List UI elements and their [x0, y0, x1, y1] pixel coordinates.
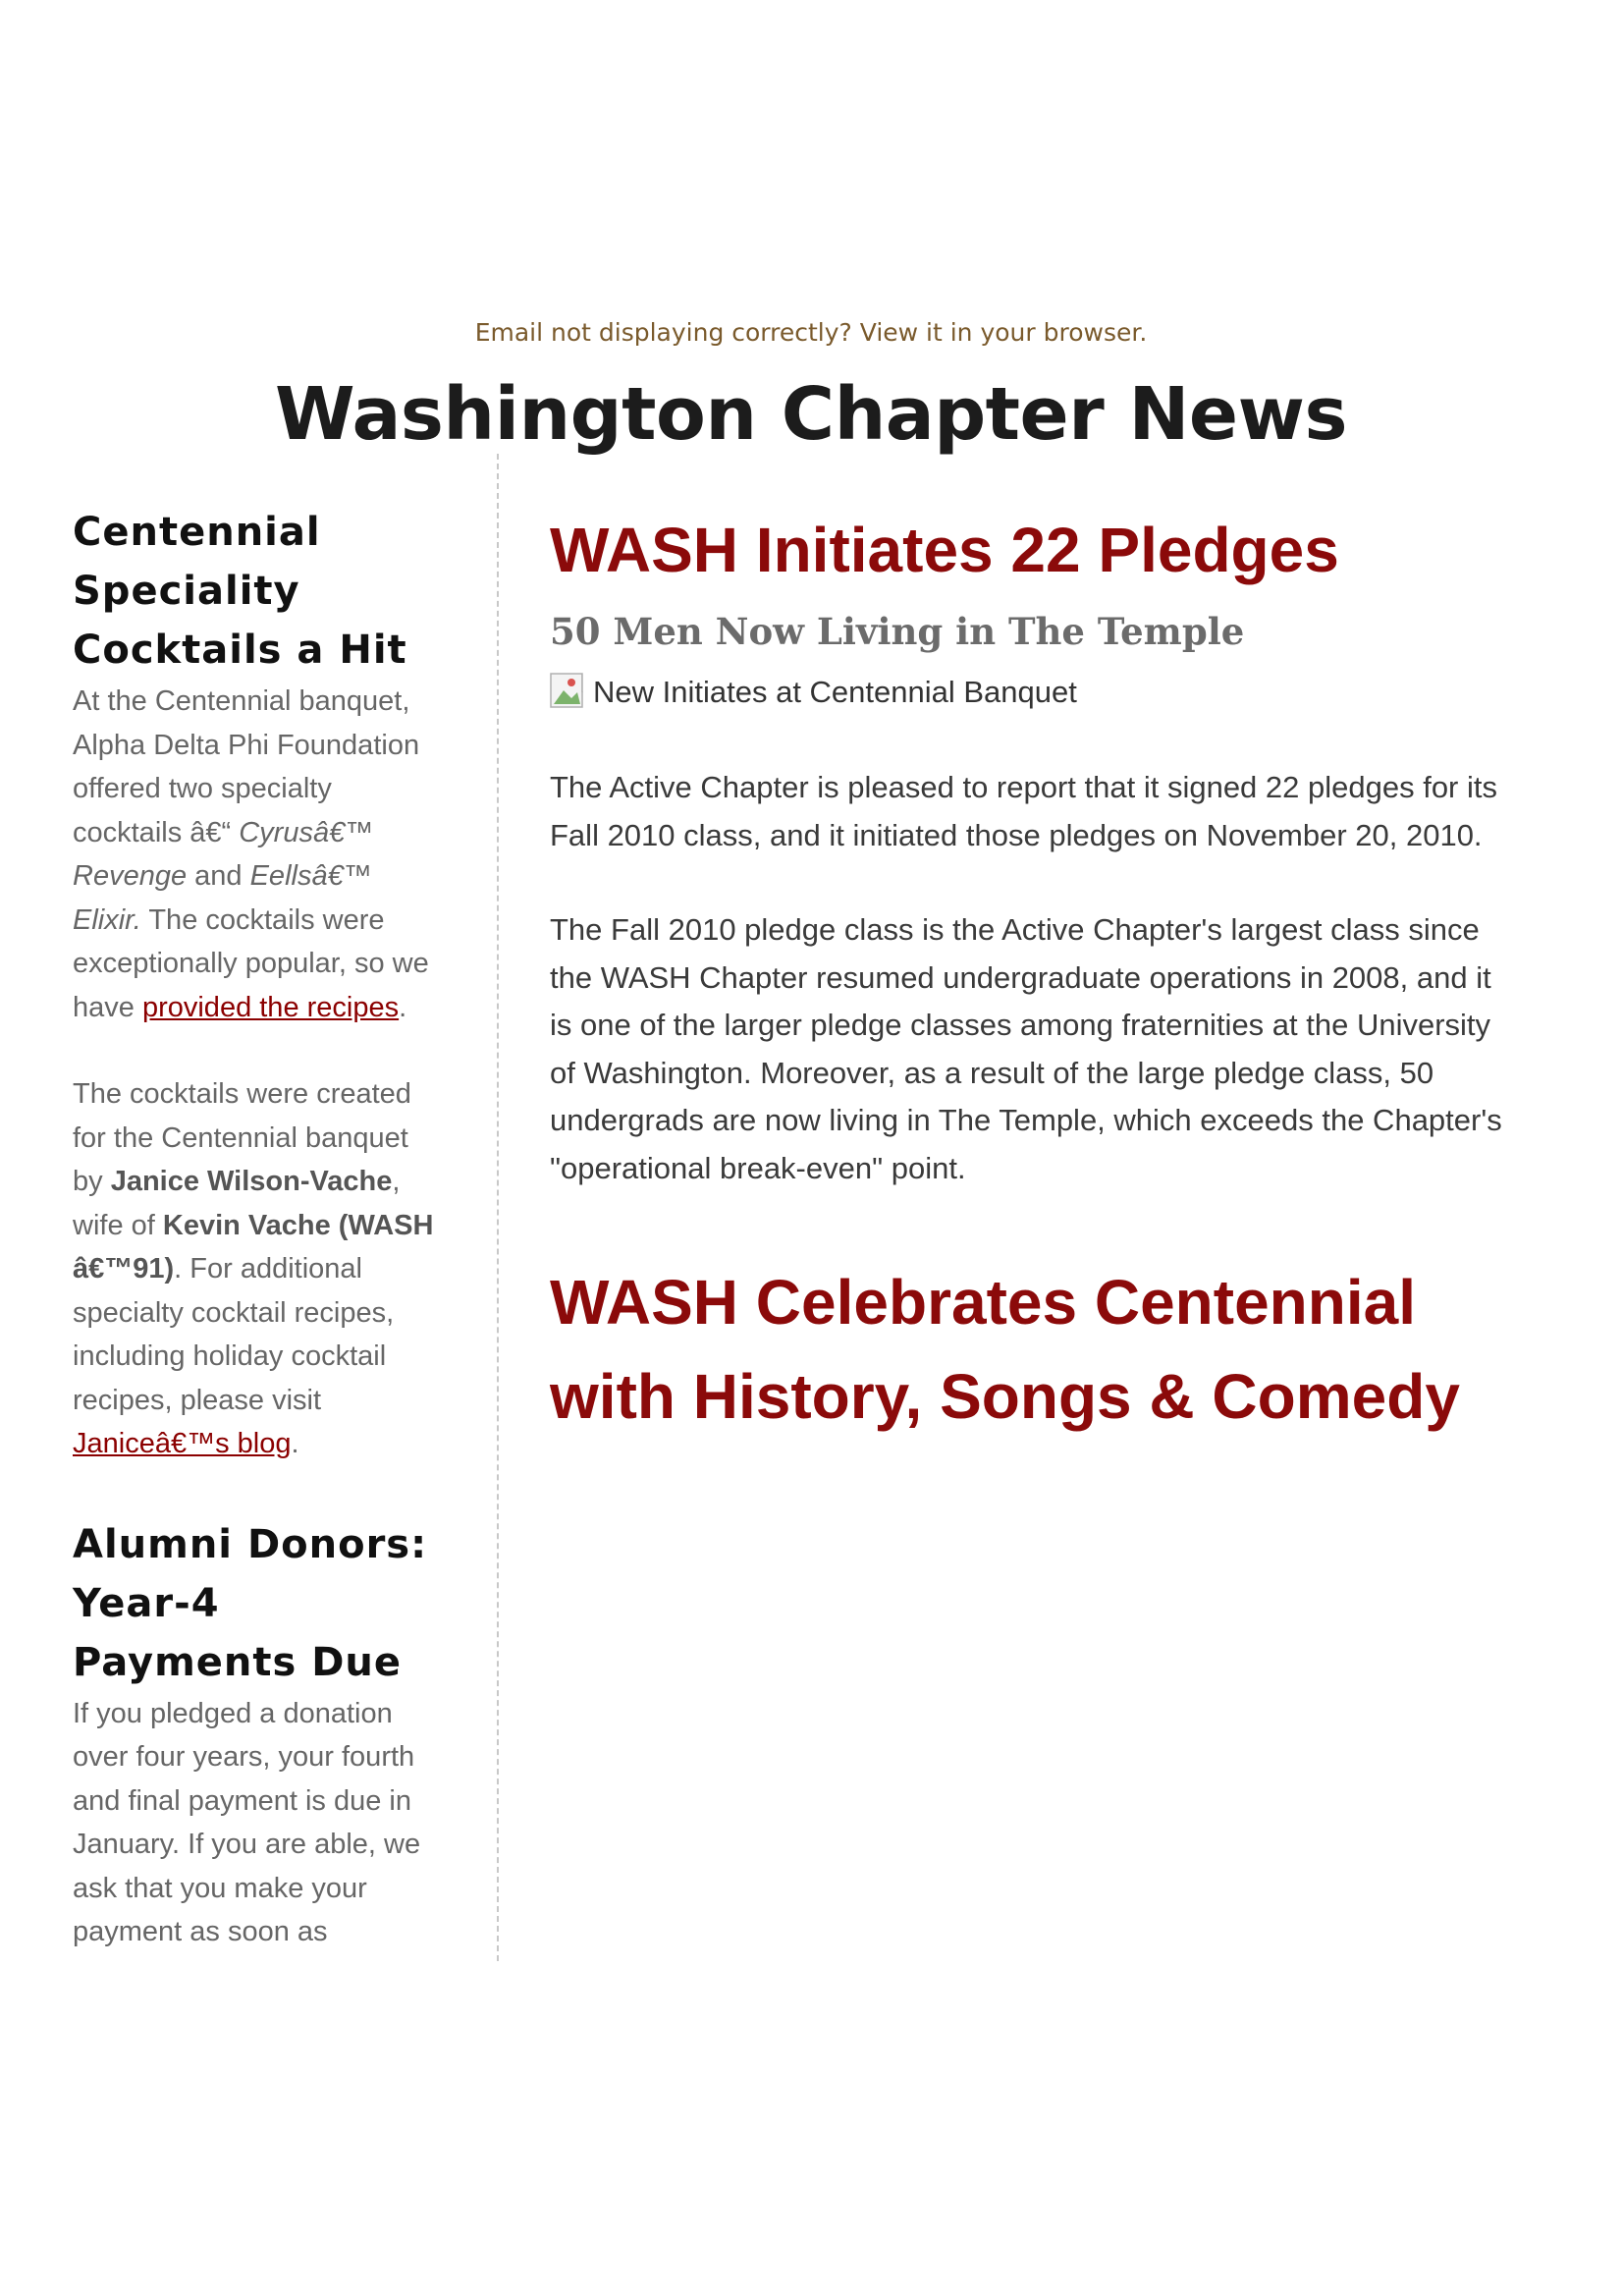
text-fragment: .	[291, 1428, 299, 1459]
image-alt-text: New Initiates at Centennial Banquet	[593, 675, 1077, 709]
text-line: At the Centennial banquet,	[73, 685, 410, 717]
centennial-heading	[550, 1255, 1571, 1444]
cocktails-heading-line: Cocktails a Hit	[73, 628, 407, 673]
broken-image-icon	[550, 673, 591, 712]
sidebar-article-cocktails	[73, 503, 465, 1466]
class-year: â€™91)	[73, 1253, 175, 1285]
janice-blog-link[interactable]: Janiceâ€™s blog	[73, 1428, 292, 1459]
text-line: The Fall 2010 pledge class is the Active Chapter's largest class since	[550, 912, 1480, 947]
pledges-heading: WASH Initiates 22 Pledges	[550, 515, 1339, 585]
recipes-link[interactable]: provided the recipes	[141, 991, 400, 1023]
text-line: Fall 2010 class, and it initiated those pledges on November 20, 2010.	[550, 817, 1483, 852]
text-line: "operational break-even" point.	[550, 1150, 966, 1185]
text-line: is one of the larger pledge classes among fraternities at the University	[550, 1008, 1491, 1042]
centennial-heading-line: WASH Celebrates Centennial	[550, 1267, 1416, 1338]
text-line: undergrads are now living in The Temple, which exceeds the Chapter's	[550, 1103, 1502, 1137]
text-line: The Active Chapter is pleased to report that it signed 22 pledges for its	[550, 770, 1497, 804]
pledges-paragraph-2	[550, 906, 1571, 1192]
text-line: payment as soon as	[73, 1916, 328, 1947]
column-divider	[497, 454, 499, 1961]
cocktail-name: Cyrusâ€™	[239, 816, 374, 848]
text-fragment: The cocktails were	[140, 903, 385, 936]
text-fragment: by	[73, 1166, 111, 1197]
sidebar-article-donors	[73, 1515, 465, 1954]
text-fragment: wife of	[73, 1209, 163, 1241]
person-name: Janice Wilson-Vache	[110, 1166, 393, 1197]
text-line: specialty cocktail recipes,	[73, 1296, 395, 1329]
text-fragment: ,	[392, 1166, 401, 1197]
text-line: exceptionally popular, so we	[73, 948, 429, 979]
text-fragment: .	[399, 991, 407, 1023]
cocktail-name: Revenge	[73, 860, 188, 892]
person-name: Kevin Vache (WASH	[162, 1209, 434, 1241]
text-line: and final payment is due in	[73, 1784, 411, 1817]
text-line: cocktails â€“	[73, 816, 240, 848]
text-fragment: . For additional	[174, 1253, 362, 1285]
text-line: the WASH Chapter resumed undergraduate operations in 2008, and it	[550, 959, 1491, 995]
cocktails-paragraph-2	[73, 1072, 465, 1466]
main-article-centennial	[550, 1255, 1571, 1444]
cocktails-heading	[73, 503, 465, 680]
sidebar	[73, 503, 465, 1954]
cocktail-name: Elixir.	[73, 903, 141, 936]
donors-heading-line: Year-4	[73, 1580, 220, 1626]
cocktails-heading-line: Speciality	[73, 569, 300, 614]
text-line: January. If you are able, we	[73, 1829, 421, 1860]
masthead-title: Washington Chapter News	[274, 372, 1348, 457]
donors-paragraph	[73, 1692, 465, 1954]
text-line: recipes, please visit	[73, 1384, 322, 1416]
pledges-subheading: 50 Men Now Living in The Temple	[550, 610, 1245, 653]
cocktails-heading-line: Centennial	[73, 510, 321, 555]
text-line: for the Centennial banquet	[73, 1121, 408, 1154]
text-line: over four years, your fourth	[73, 1741, 415, 1773]
donors-heading-line: Payments Due	[73, 1639, 403, 1685]
text-line: including holiday cocktail	[73, 1340, 387, 1372]
text-line: The cocktails were created	[73, 1078, 411, 1110]
main-article-pledges	[550, 503, 1571, 1192]
cocktails-paragraph-1	[73, 680, 465, 1029]
donors-heading	[73, 1515, 465, 1692]
spacer	[73, 1029, 465, 1072]
text-line: If you pledged a donation	[73, 1697, 393, 1729]
preheader	[0, 318, 1622, 347]
pledges-paragraph-1	[550, 764, 1571, 859]
preheader-text: Email not displaying correctly?	[474, 318, 852, 347]
view-in-browser-link[interactable]: View it in your browser.	[859, 318, 1148, 347]
text-line: of Washington. Moreover, as a result of the large pledge class, 50	[550, 1055, 1434, 1090]
text-line: Alpha Delta Phi Foundation	[73, 729, 420, 761]
initiates-photo	[550, 670, 1571, 715]
text-line: offered two specialty	[73, 773, 332, 804]
text-line: ask that you make your	[73, 1872, 367, 1904]
donors-heading-line: Alumni Donors:	[73, 1521, 428, 1567]
text-fragment: and	[187, 860, 250, 892]
spacer	[73, 1466, 465, 1515]
main-column	[550, 503, 1571, 1444]
text-fragment: have	[73, 991, 142, 1023]
centennial-heading-line: with History, Songs & Comedy	[550, 1361, 1460, 1432]
cocktail-name: Eellsâ€™	[249, 860, 372, 892]
